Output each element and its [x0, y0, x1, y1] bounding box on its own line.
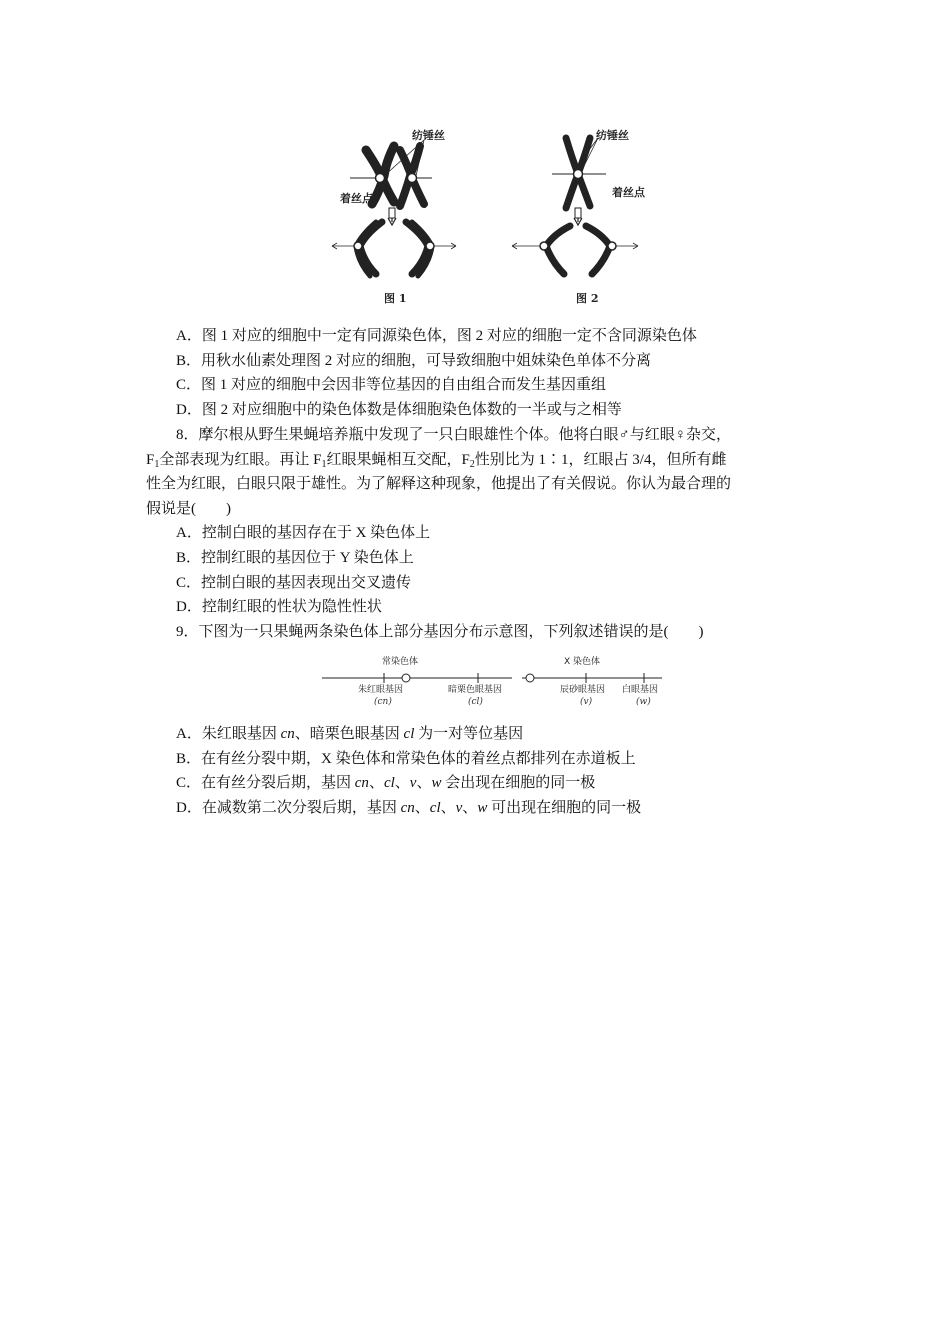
q9c-text: 、 [416, 775, 432, 792]
q8-text-segment: 性别比为 1∶1，红眼占 3/4，但所有雌 [474, 451, 727, 468]
question-9-options [146, 722, 806, 820]
gene-cn-label: 朱红眼基因 [358, 685, 404, 695]
q7-option-c: C．图 1 对应的细胞中会因非等位基因的自由组合而发生基因重组 [176, 377, 607, 394]
q9a-text: 为一对等位基因 [414, 726, 524, 742]
q8-option-a: A．控制白眼的基因存在于 X 染色体上 [176, 525, 431, 542]
q8-option-b: B．控制红眼的基因位于 Y 染色体上 [176, 549, 414, 566]
q9-stem: 9．下图为一只果蝇两条染色体上部分基因分布示意图，下列叙述错误的是( ) [176, 623, 704, 640]
q9c-gene: w [431, 775, 442, 792]
x-chromosome-label: X 染色体 [564, 657, 601, 667]
gene-v-label: 辰砂眼基因 [560, 685, 606, 695]
q9c-gene: v [409, 775, 417, 792]
gene-w-symbol: (w) [636, 697, 651, 707]
gene-cl-label: 暗栗色眼基因 [448, 685, 503, 695]
q9c-text: 、 [368, 775, 384, 792]
q7-option-d: D．图 2 对应细胞中的染色体数是体细胞染色体数的一半或与之相等 [176, 401, 622, 418]
q9d-text: 、 [440, 799, 456, 816]
q9-option-a [146, 722, 806, 747]
figure2-drawing [512, 138, 638, 274]
q9d-gene: cn [400, 799, 415, 816]
figure2-spindle-label: 纺锤丝 [596, 129, 629, 142]
q8-text-segment: 全部表现为红眼。再让 F [159, 451, 322, 468]
q8-stem-line-2 [146, 448, 806, 473]
q8-subscript: 2 [469, 458, 475, 470]
autosome-label: 常染色体 [382, 657, 419, 667]
gene-map-figure [318, 652, 662, 708]
q8-option-d: D．控制红眼的性状为隐性性状 [176, 599, 382, 616]
q9d-text: D．在减数第二次分裂后期，基因 [176, 799, 401, 816]
q9a-text: A．朱红眼基因 [176, 726, 281, 742]
chromosome-diagram [320, 122, 650, 312]
q9c-text: 、 [394, 775, 410, 792]
q8-stem-line-3: 性全为红眼，白眼只限于雄性。为了解释这种现象，他提出了有关假说。你认为最合理的 [146, 476, 732, 493]
gene-map-diagram [318, 652, 662, 708]
figure2-caption: 图 2 [576, 292, 599, 305]
q8-stem-line-4: 假说是( ) [146, 500, 231, 517]
chromosome-figure [320, 122, 650, 312]
q9c-gene: cl [383, 775, 395, 792]
q8-subscript: 1 [154, 458, 160, 470]
q8-text-segment: 红眼果蝇相互交配，F [326, 451, 470, 468]
gene-cl-symbol: (cl) [468, 697, 483, 707]
q9-option-c [146, 771, 806, 796]
q9d-gene: v [455, 799, 463, 816]
q8-stem-line-1: 8．摩尔根从野生果蝇培养瓶中发现了一只白眼雄性个体。他将白眼♂与红眼♀杂交， [176, 427, 732, 443]
figure2-centromere-label: 着丝点 [612, 186, 645, 199]
q8-option-c: C．控制白眼的基因表现出交叉遗传 [176, 574, 412, 591]
q9c-gene: cn [354, 775, 369, 792]
q9d-text: 可出现在细胞的同一极 [487, 799, 642, 816]
q9c-text: C．在有丝分裂后期，基因 [176, 775, 355, 792]
q8-f-label: F [146, 451, 155, 468]
gene-v-symbol: (v) [580, 697, 593, 707]
gene-map-lines [322, 673, 662, 683]
q9d-gene: w [477, 799, 488, 816]
q9d-text: 、 [462, 799, 478, 816]
figure1-centromere-label: 着丝点 [340, 192, 373, 205]
q9a-gene: cn [280, 726, 295, 742]
q7-option-a: A．图 1 对应的细胞中一定有同源染色体，图 2 对应的细胞一定不含同源染色体 [176, 328, 697, 344]
q8-subscript: 1 [321, 458, 327, 470]
q9d-text: 、 [414, 799, 430, 816]
q9a-gene: cl [403, 726, 415, 742]
q9c-text: 会出现在细胞的同一极 [441, 775, 596, 792]
gene-w-label: 白眼基因 [622, 685, 659, 695]
q9-option-d [146, 796, 806, 821]
q9-option-b: B．在有丝分裂中期，X 染色体和常染色体的着丝点都排列在赤道板上 [176, 750, 636, 767]
question-8 [146, 423, 806, 644]
q7-option-b: B．用秋水仙素处理图 2 对应的细胞，可导致细胞中姐妹染色单体不分离 [176, 352, 652, 369]
figure1-drawing [332, 140, 456, 276]
q9a-text: 、暗栗色眼基因 [294, 726, 404, 742]
gene-cn-symbol: (cn) [374, 697, 392, 707]
question-7-options [146, 324, 806, 422]
figure1-spindle-label: 纺锤丝 [412, 129, 445, 142]
q9d-gene: cl [429, 799, 441, 816]
figure1-caption: 图 1 [384, 292, 407, 305]
